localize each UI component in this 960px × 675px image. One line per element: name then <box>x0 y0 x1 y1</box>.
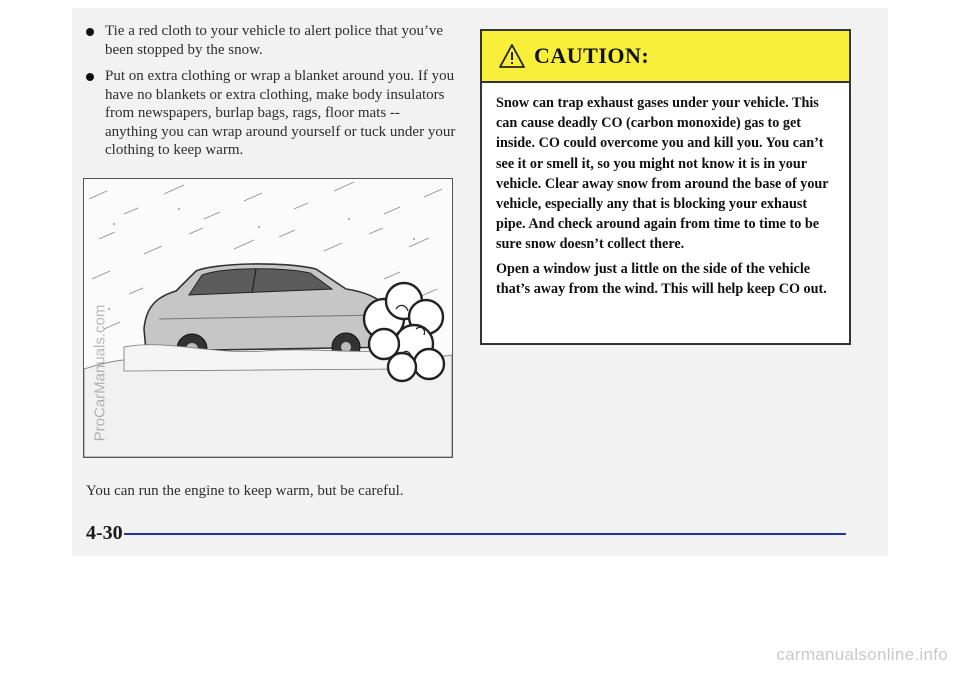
page-number: 4-30 <box>86 522 123 544</box>
warning-triangle-icon <box>498 43 526 69</box>
list-item <box>86 67 456 160</box>
site-footer-watermark: carmanualsonline.info <box>776 645 948 664</box>
watermark: ProCarManuals.com <box>91 304 109 442</box>
figure-caption: You can run the engine to keep warm, but be careful. <box>86 483 404 499</box>
bullet-icon <box>86 73 94 81</box>
bullet-text: Tie a red cloth to your vehicle to alert police that you’ve been stopped by the snow. <box>105 23 444 58</box>
caution-title: CAUTION: <box>534 43 650 68</box>
caution-box <box>480 29 851 345</box>
bullet-text: Put on extra clothing or wrap a blanket around you. If you have no blankets or extra clothing, make body insulators from newspapers, burlap bags, rags, floor mats -- anything you can wrap around yourself or tuck under your clothing to keep warm. <box>105 68 456 158</box>
caution-header <box>482 31 849 83</box>
car-in-snow-image <box>84 179 452 457</box>
bullet-list <box>86 22 456 168</box>
caution-paragraph: Open a window just a little on the side of the vehicle that’s away from the wind. This will help keep CO out. <box>496 260 827 297</box>
footer-rule <box>124 533 846 535</box>
caution-paragraph: Snow can trap exhaust gases under your vehicle. This can cause deadly CO (carbon monoxide) gas to get inside. CO could overcome you and kill you. You can’t see it or smell it, so you might not know it is in your vehicle. Clear away snow from around the base of your vehicle, especially any that is blocking your exhaust pipe. And check around again from time to time to be sure snow doesn’t collect there. <box>496 95 829 253</box>
caution-body <box>482 83 849 299</box>
bullet-icon <box>86 28 94 36</box>
snowbound-car-illustration <box>83 178 453 458</box>
list-item <box>86 22 456 59</box>
